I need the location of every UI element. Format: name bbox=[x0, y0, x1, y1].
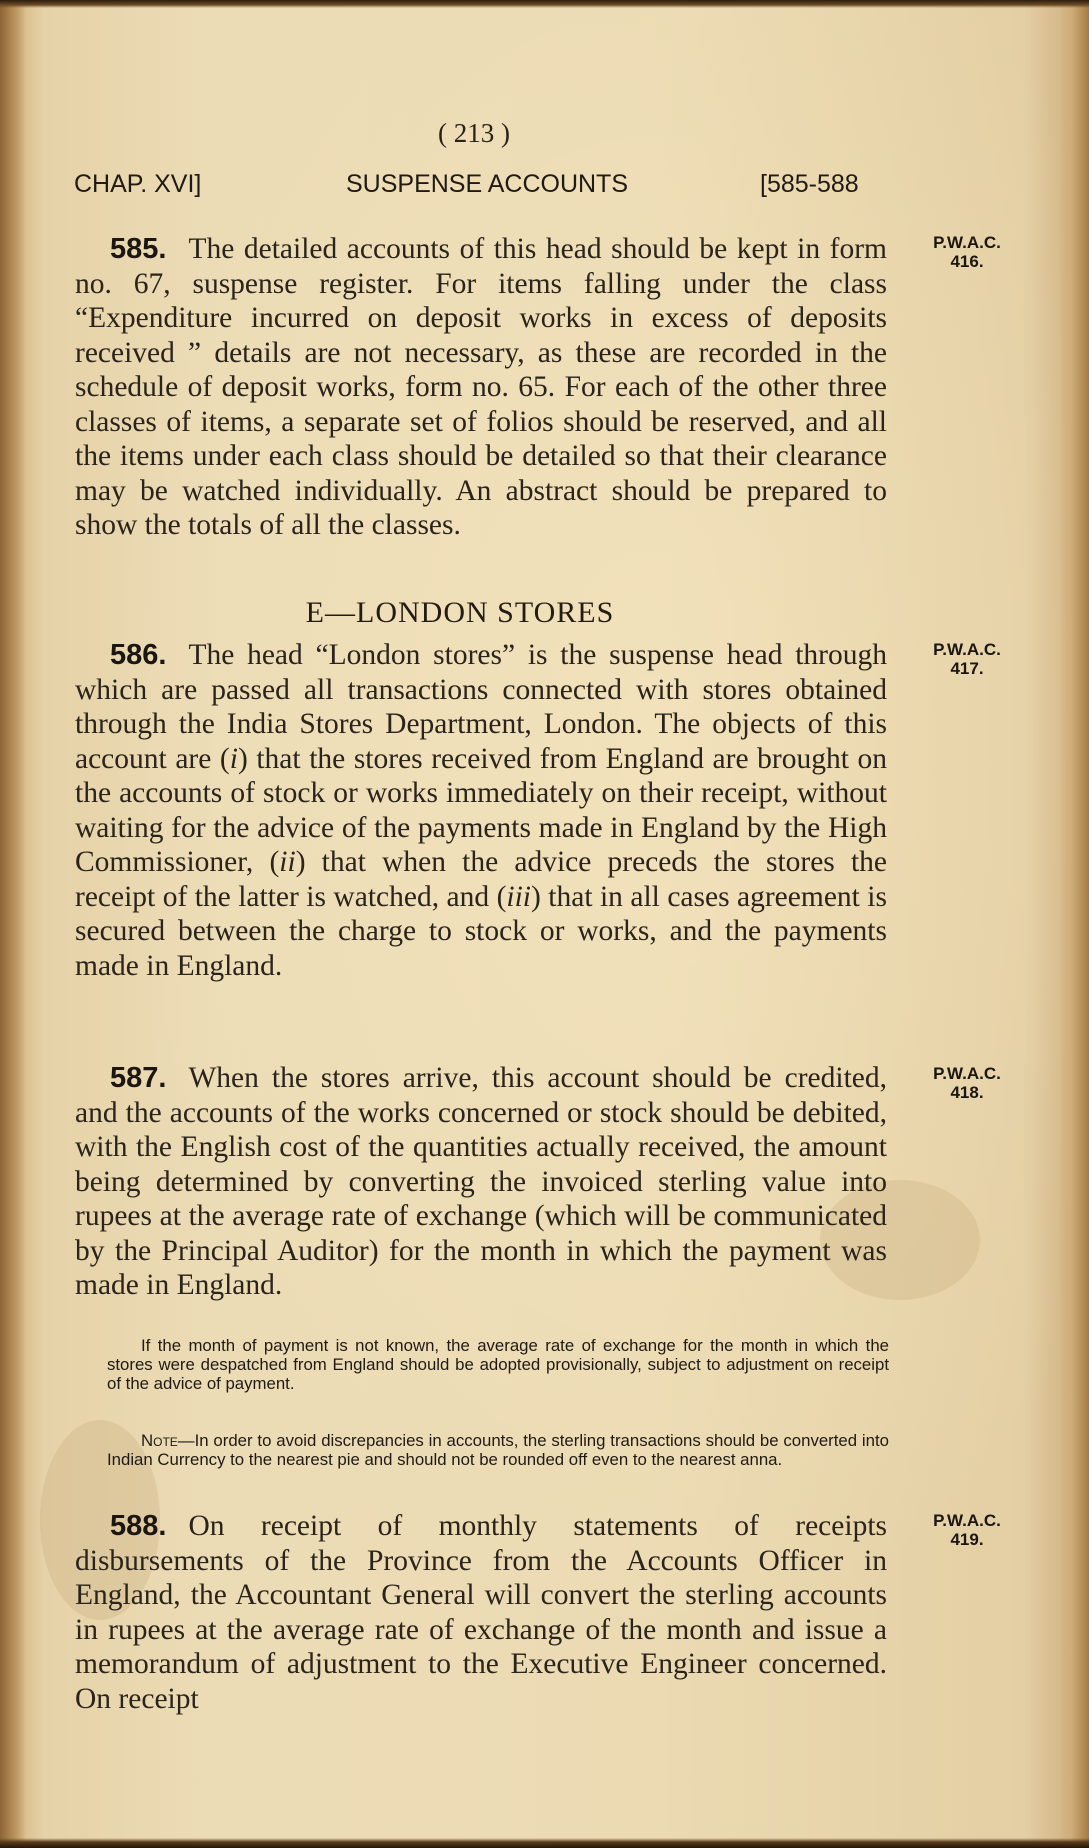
paragraph-text: On receipt of monthly statements of receipts disbursements of the Province from the Accounts Officer in England, the Accountant General will convert the sterling accounts in rupees at the average rate of exchange of the month and issue a memorandum of adjustment to the Executive Engineer concerned. On receipt bbox=[75, 1510, 887, 1715]
section-heading: E—LONDON STORES bbox=[305, 596, 615, 629]
running-head-chapter: CHAP. XVI] bbox=[74, 170, 202, 198]
note-label: Note bbox=[141, 1431, 178, 1450]
margin-reference-419 bbox=[912, 1511, 1022, 1549]
margin-reference-number: 418. bbox=[950, 1083, 984, 1102]
margin-reference-417 bbox=[912, 640, 1022, 678]
paragraph-588 bbox=[75, 1509, 887, 1716]
note-587-provisional-rate: If the month of payment is not known, the average rate of exchange for the month in which the stores were despatched from England should be adopted provisionally, subject to adjustment on receipt of the advice of payment. bbox=[107, 1336, 889, 1393]
page-edge-bottom bbox=[0, 1838, 1089, 1848]
margin-reference-number: 416. bbox=[950, 252, 984, 271]
page-edge-top bbox=[0, 0, 1089, 8]
margin-reference-number: 417. bbox=[950, 659, 984, 678]
running-head-range: [585-588 bbox=[760, 170, 859, 198]
paragraph-number: 586. bbox=[110, 639, 167, 671]
margin-reference-number: 419. bbox=[950, 1530, 984, 1549]
paragraph-number: 585. bbox=[110, 233, 167, 265]
paragraph-text: The detailed accounts of this head should be kept in form no. 67, suspense register. For items falling under the class “Expenditure incurred on deposit works in excess of deposits received ” details are not necessary, as these are recorded in the schedule of deposit works, form no. 65. For each of the other three classes of items, a separate set of folios should be reserved, and all the items under each class should be detailed so that their clearance may be watched individually. An abstract should be prepared to show the totals of all the classes. bbox=[75, 233, 887, 541]
paragraph-number: 587. bbox=[110, 1062, 167, 1094]
note-text: —In order to avoid discrepancies in accounts, the sterling transactions should be converted into Indian Currency to the nearest pie and should not be rounded off even to the nearest anna. bbox=[107, 1431, 889, 1469]
roman-numeral: i bbox=[229, 742, 238, 775]
note-587-currency-conversion bbox=[107, 1431, 889, 1469]
margin-reference-code: P.W.A.C. bbox=[933, 233, 1001, 252]
running-head-title: SUSPENSE ACCOUNTS bbox=[346, 170, 629, 198]
margin-reference-418 bbox=[912, 1064, 1022, 1102]
margin-reference-code: P.W.A.C. bbox=[933, 1064, 1001, 1083]
paragraph-text: When the stores arrive, this account should be credited, and the accounts of the works concerned or stock should be debited, with the English cost of the quantities actually received, the amount being determined by converting the invoiced sterling value into rupees at the average rate of exchange (which will be communicated by the Principal Auditor) for the month in which the payment was made in England. bbox=[75, 1062, 887, 1301]
page-edge-left bbox=[0, 0, 26, 1848]
margin-reference-416 bbox=[912, 233, 1022, 271]
paragraph-number: 588. bbox=[110, 1510, 167, 1542]
running-head bbox=[74, 170, 894, 204]
margin-reference-code: P.W.A.C. bbox=[933, 1511, 1001, 1530]
paragraph-585 bbox=[75, 232, 887, 543]
paragraph-text: ) that in all cases agreement is secured between the charge to stock or works, and the payments made in England. bbox=[75, 880, 887, 982]
paragraph-586 bbox=[75, 638, 887, 983]
page-edge-right bbox=[1059, 0, 1089, 1848]
paragraph-587 bbox=[75, 1061, 887, 1303]
paragraph-text: ) that the stores received from England are brought on the accounts of stock or works immediately on their receipt, without waiting for the advice of the payments made in England by the High Commissioner, ( bbox=[75, 742, 888, 878]
roman-numeral: iii bbox=[506, 880, 531, 913]
roman-numeral: ii bbox=[279, 846, 296, 878]
paragraph-text: The head “London stores” is the suspense head through which are passed all transactions connected with stores obtained through the India Stores Department, London. The objects of this account are ( bbox=[75, 639, 887, 775]
margin-reference-code: P.W.A.C. bbox=[933, 640, 1001, 659]
page-number: ( 213 ) bbox=[438, 118, 510, 148]
paragraph-text: ) that when the advice preceds the stores the receipt of the latter is watched, and ( bbox=[75, 846, 887, 913]
